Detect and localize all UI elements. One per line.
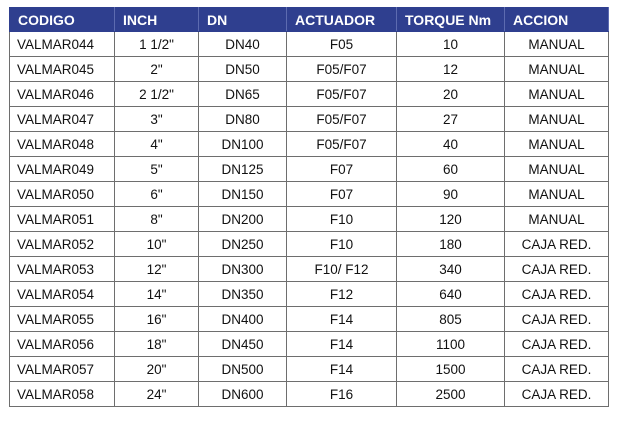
actuador-cell: F05: [287, 32, 397, 57]
inch-cell: 16": [115, 307, 199, 332]
table-row: [10, 82, 609, 107]
dn-cell: DN350: [199, 282, 287, 307]
actuador-cell: F05/F07: [287, 82, 397, 107]
table-row: [10, 132, 609, 157]
valve-spec-table: [9, 7, 609, 407]
inch-cell: 24": [115, 382, 199, 407]
actuador-cell: F07: [287, 157, 397, 182]
torque-cell: 12: [397, 57, 505, 82]
actuador-cell: F10: [287, 232, 397, 257]
table-row: [10, 207, 609, 232]
inch-cell: 2": [115, 57, 199, 82]
code-cell: VALMAR050: [10, 182, 115, 207]
dn-cell: DN40: [199, 32, 287, 57]
inch-cell: 6": [115, 182, 199, 207]
torque-cell: 120: [397, 207, 505, 232]
accion-cell: MANUAL: [505, 182, 609, 207]
torque-cell: 20: [397, 82, 505, 107]
actuador-cell: F16: [287, 382, 397, 407]
code-cell: VALMAR049: [10, 157, 115, 182]
dn-cell: DN600: [199, 382, 287, 407]
inch-cell: 1 1/2": [115, 32, 199, 57]
accion-cell: MANUAL: [505, 157, 609, 182]
table-row: [10, 57, 609, 82]
header-accion: ACCION: [505, 8, 609, 32]
code-cell: VALMAR046: [10, 82, 115, 107]
inch-cell: 20": [115, 357, 199, 382]
accion-cell: MANUAL: [505, 82, 609, 107]
actuador-cell: F05/F07: [287, 57, 397, 82]
torque-cell: 27: [397, 107, 505, 132]
dn-cell: DN400: [199, 307, 287, 332]
table-row: [10, 357, 609, 382]
inch-cell: 2 1/2": [115, 82, 199, 107]
code-cell: VALMAR044: [10, 32, 115, 57]
inch-cell: 14": [115, 282, 199, 307]
code-cell: VALMAR058: [10, 382, 115, 407]
table-row: [10, 32, 609, 57]
code-cell: VALMAR052: [10, 232, 115, 257]
accion-cell: CAJA RED.: [505, 382, 609, 407]
dn-cell: DN450: [199, 332, 287, 357]
code-cell: VALMAR047: [10, 107, 115, 132]
torque-cell: 10: [397, 32, 505, 57]
dn-cell: DN100: [199, 132, 287, 157]
accion-cell: CAJA RED.: [505, 307, 609, 332]
table-row: [10, 382, 609, 407]
torque-cell: 1100: [397, 332, 505, 357]
dn-cell: DN150: [199, 182, 287, 207]
inch-cell: 4": [115, 132, 199, 157]
dn-cell: DN250: [199, 232, 287, 257]
torque-cell: 180: [397, 232, 505, 257]
accion-cell: CAJA RED.: [505, 257, 609, 282]
inch-cell: 8": [115, 207, 199, 232]
code-cell: VALMAR055: [10, 307, 115, 332]
code-cell: VALMAR051: [10, 207, 115, 232]
inch-cell: 5": [115, 157, 199, 182]
inch-cell: 18": [115, 332, 199, 357]
header-actuador: ACTUADOR: [287, 8, 397, 32]
torque-cell: 805: [397, 307, 505, 332]
actuador-cell: F14: [287, 307, 397, 332]
accion-cell: MANUAL: [505, 132, 609, 157]
accion-cell: MANUAL: [505, 32, 609, 57]
table-row: [10, 232, 609, 257]
dn-cell: DN80: [199, 107, 287, 132]
table-row: [10, 257, 609, 282]
code-cell: VALMAR057: [10, 357, 115, 382]
torque-cell: 40: [397, 132, 505, 157]
code-cell: VALMAR045: [10, 57, 115, 82]
code-cell: VALMAR048: [10, 132, 115, 157]
accion-cell: CAJA RED.: [505, 232, 609, 257]
actuador-cell: F05/F07: [287, 132, 397, 157]
torque-cell: 1500: [397, 357, 505, 382]
actuador-cell: F10: [287, 207, 397, 232]
code-cell: VALMAR053: [10, 257, 115, 282]
header-dn: DN: [199, 8, 287, 32]
accion-cell: MANUAL: [505, 207, 609, 232]
accion-cell: MANUAL: [505, 107, 609, 132]
dn-cell: DN65: [199, 82, 287, 107]
table-header-row: [10, 8, 609, 32]
actuador-cell: F07: [287, 182, 397, 207]
actuador-cell: F14: [287, 357, 397, 382]
header-codigo: CODIGO: [10, 8, 115, 32]
actuador-cell: F12: [287, 282, 397, 307]
header-torque: TORQUE Nm: [397, 8, 505, 32]
actuador-cell: F14: [287, 332, 397, 357]
dn-cell: DN300: [199, 257, 287, 282]
dn-cell: DN50: [199, 57, 287, 82]
header-inch: INCH: [115, 8, 199, 32]
torque-cell: 640: [397, 282, 505, 307]
torque-cell: 2500: [397, 382, 505, 407]
code-cell: VALMAR056: [10, 332, 115, 357]
inch-cell: 12": [115, 257, 199, 282]
actuador-cell: F05/F07: [287, 107, 397, 132]
inch-cell: 10": [115, 232, 199, 257]
table-row: [10, 107, 609, 132]
dn-cell: DN200: [199, 207, 287, 232]
code-cell: VALMAR054: [10, 282, 115, 307]
inch-cell: 3": [115, 107, 199, 132]
actuador-cell: F10/ F12: [287, 257, 397, 282]
accion-cell: MANUAL: [505, 57, 609, 82]
accion-cell: CAJA RED.: [505, 357, 609, 382]
dn-cell: DN125: [199, 157, 287, 182]
table-row: [10, 307, 609, 332]
dn-cell: DN500: [199, 357, 287, 382]
table-row: [10, 332, 609, 357]
table-row: [10, 182, 609, 207]
table-row: [10, 282, 609, 307]
torque-cell: 90: [397, 182, 505, 207]
accion-cell: CAJA RED.: [505, 332, 609, 357]
table-body: [10, 32, 609, 407]
torque-cell: 340: [397, 257, 505, 282]
table-row: [10, 157, 609, 182]
torque-cell: 60: [397, 157, 505, 182]
accion-cell: CAJA RED.: [505, 282, 609, 307]
